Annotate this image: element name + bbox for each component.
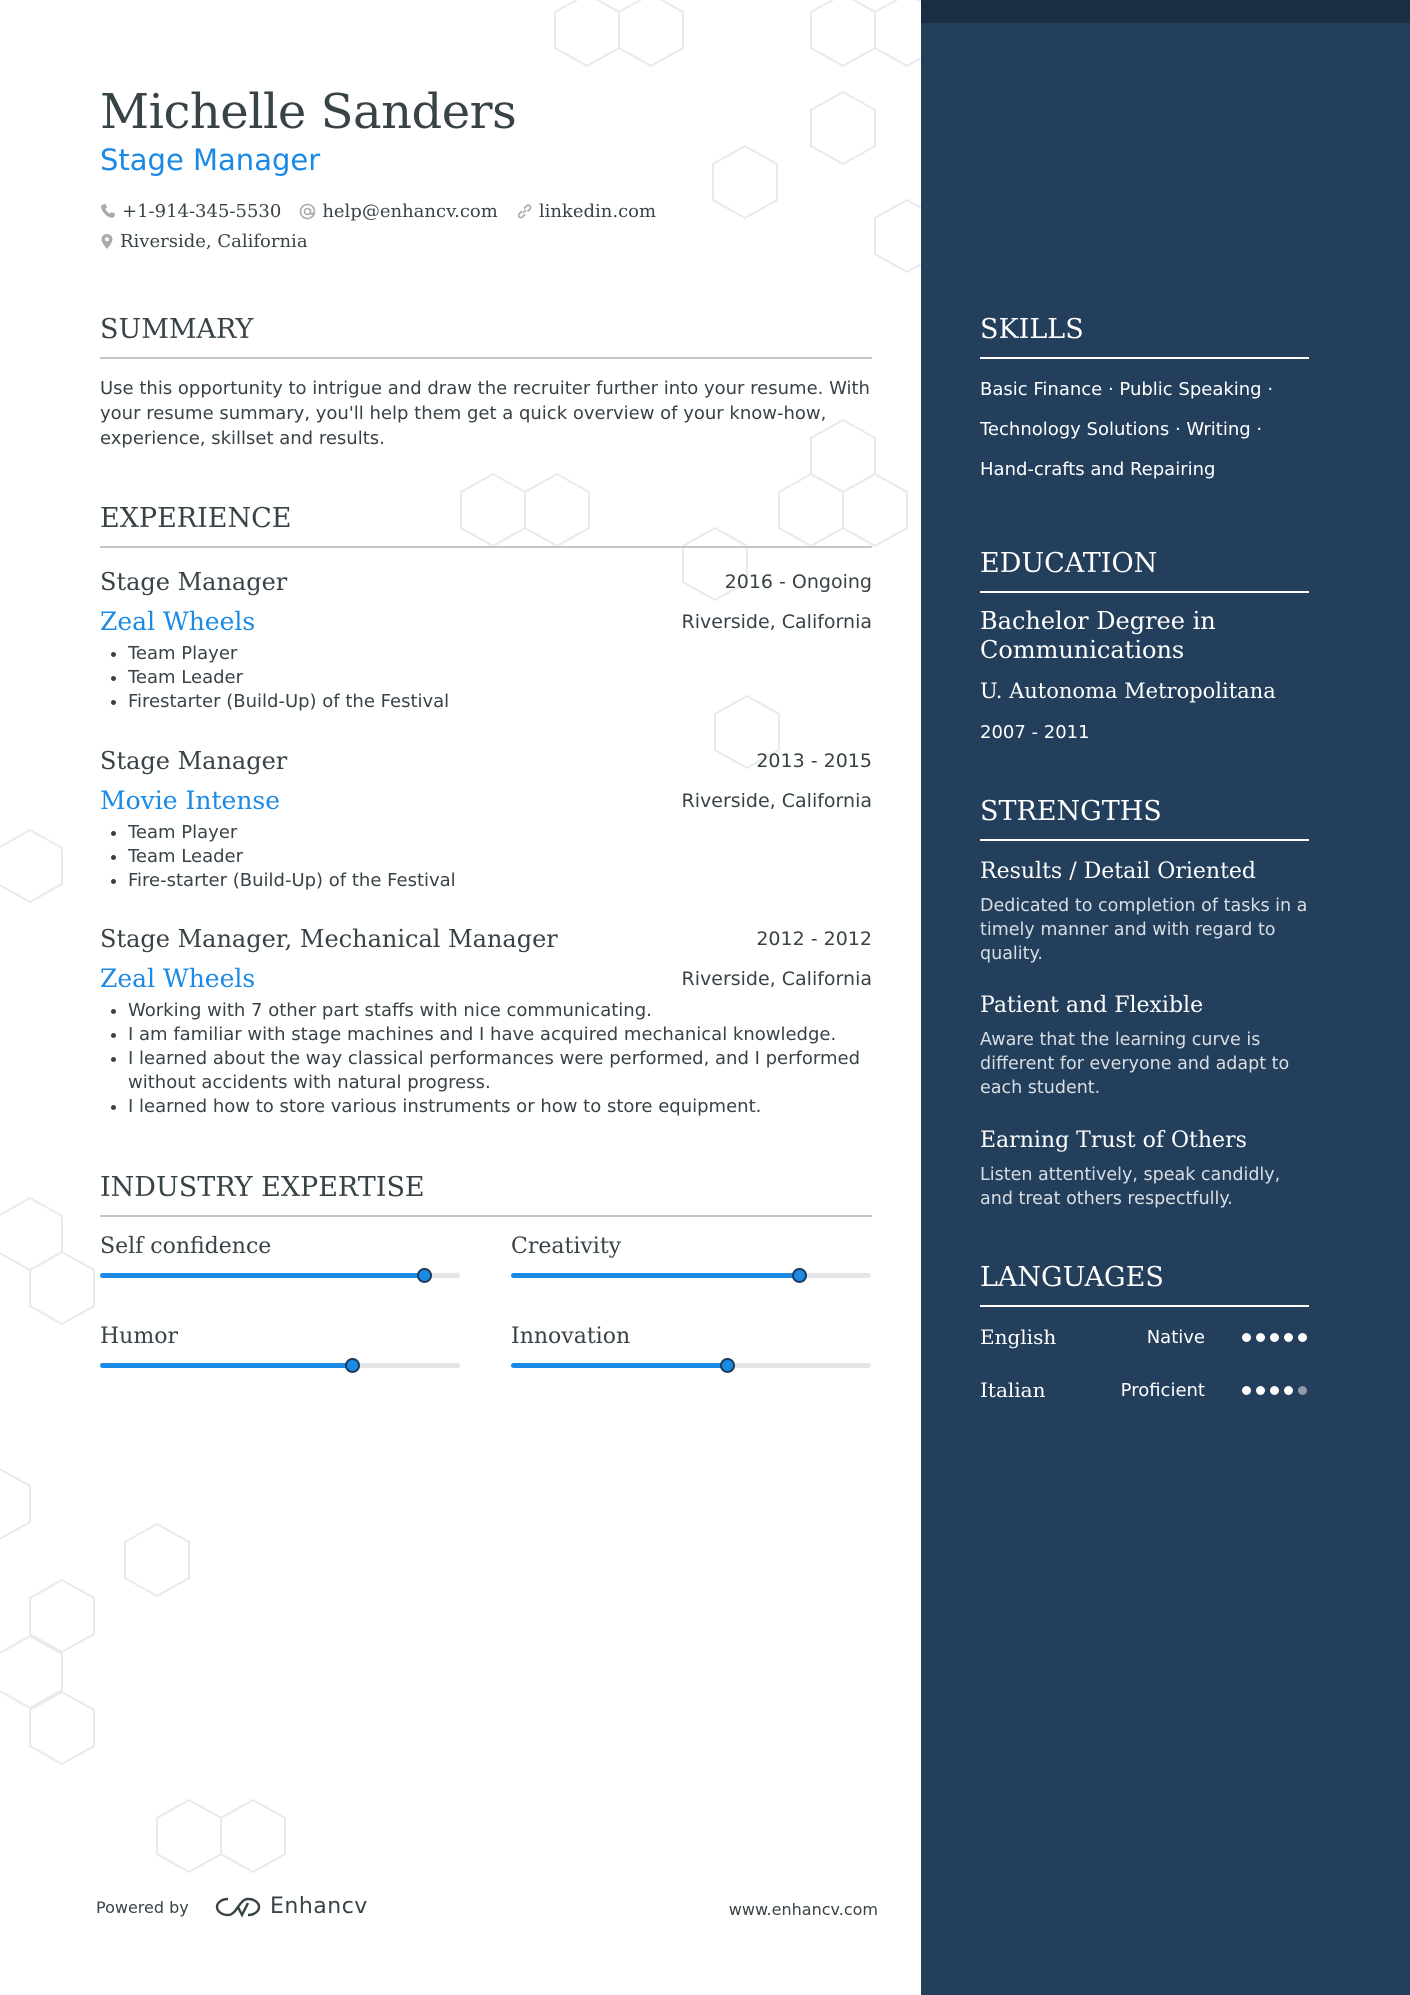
expertise-label: Self confidence: [100, 1234, 272, 1259]
expertise-knob: [345, 1358, 360, 1373]
bullet-item: • Working with 7 other part staffs with nice communicating.: [128, 999, 872, 1023]
job-bullets: [100, 999, 872, 1119]
strength-item: [980, 856, 1309, 966]
powered-by-label: Powered by: [96, 1898, 189, 1917]
contact-info: [100, 196, 674, 256]
bullet-item: • Team Leader: [128, 666, 872, 690]
education-school: U. Autonoma Metropolitana: [980, 679, 1276, 703]
job-title: Stage Manager: [100, 568, 288, 596]
language-name: Italian: [980, 1378, 1046, 1402]
job-dates: 2016 - Ongoing: [724, 571, 872, 593]
language-item: [980, 1321, 1309, 1353]
skills-heading: SKILLS: [980, 314, 1309, 359]
summary-text: Use this opportunity to intrigue and draw the recruiter further into your resume. With your resume summary, you'll help them get a quick overview of your know-how, experience, skillset and results.: [100, 378, 870, 449]
job-location: Riverside, California: [681, 790, 872, 812]
expertise-label: Creativity: [511, 1234, 622, 1259]
bullet-item: • I am familiar with stage machines and I have acquired mechanical knowledge.: [128, 1023, 872, 1047]
expertise-item: [100, 1319, 460, 1368]
language-name: English: [980, 1325, 1057, 1349]
expertise-fill: [100, 1363, 352, 1368]
job-title: Stage Manager: [100, 747, 288, 775]
languages-heading: LANGUAGES: [980, 1262, 1309, 1307]
skills-line: Technology Solutions · Writing ·: [980, 419, 1263, 440]
experience-heading: EXPERIENCE: [100, 503, 872, 548]
bullet-item: • Team Player: [128, 642, 872, 666]
strength-title: Results / Detail Oriented: [980, 859, 1257, 884]
language-item: [980, 1374, 1309, 1406]
strength-description: Dedicated to completion of tasks in a timely manner and with regard to quality.: [980, 896, 1308, 964]
education-degree: Bachelor Degree in Communications: [980, 607, 1216, 664]
expertise-label: Innovation: [511, 1324, 631, 1349]
expertise-track: [100, 1273, 460, 1278]
expertise-knob: [792, 1268, 807, 1283]
location-contact: [100, 231, 308, 252]
job-dates: 2012 - 2012: [756, 928, 872, 950]
expertise-item: [100, 1229, 460, 1278]
skills-list: [980, 370, 1309, 490]
experience-entry: [100, 741, 872, 893]
job-company: Movie Intense: [100, 786, 281, 815]
language-level: Proficient: [1120, 1380, 1205, 1401]
expertise-label: Humor: [100, 1324, 178, 1349]
strength-title: Earning Trust of Others: [980, 1128, 1247, 1153]
phone-contact[interactable]: [100, 201, 281, 222]
email-text: help@enhancv.com: [322, 200, 498, 222]
expertise-track: [511, 1273, 871, 1278]
rating-dot: [1242, 1333, 1251, 1342]
expertise-heading: INDUSTRY EXPERTISE: [100, 1172, 872, 1217]
job-location: Riverside, California: [681, 968, 872, 990]
expertise-fill: [511, 1363, 727, 1368]
bullet-item: • I learned about the way classical performances were performed, and I performed without accidents with natural progress.: [128, 1047, 872, 1095]
expertise-fill: [100, 1273, 424, 1278]
link-icon: [516, 203, 533, 220]
rating-dot: [1298, 1333, 1307, 1342]
rating-dot: [1284, 1386, 1293, 1395]
bullet-item: • Team Player: [128, 821, 872, 845]
link-contact[interactable]: [516, 201, 656, 222]
job-dates: 2013 - 2015: [756, 750, 872, 772]
strength-item: [980, 990, 1309, 1100]
phone-text: +1-914-345-5530: [122, 200, 282, 222]
job-bullets: [100, 642, 872, 714]
language-level: Native: [1146, 1327, 1205, 1348]
candidate-name: Michelle Sanders: [100, 84, 517, 140]
education-heading: EDUCATION: [980, 548, 1309, 593]
skills-line: Hand-crafts and Repairing: [980, 459, 1216, 480]
rating-dot: [1256, 1386, 1265, 1395]
job-bullets: [100, 821, 872, 893]
job-location: Riverside, California: [681, 611, 872, 633]
expertise-track: [511, 1363, 871, 1368]
rating-dot: [1270, 1333, 1279, 1342]
email-contact[interactable]: [299, 201, 498, 222]
expertise-knob: [417, 1268, 432, 1283]
rating-dot: [1298, 1386, 1307, 1395]
job-company: Zeal Wheels: [100, 607, 256, 636]
enhancv-logo-icon: [214, 1895, 262, 1919]
link-text: linkedin.com: [538, 200, 657, 222]
expertise-item: [511, 1229, 871, 1278]
strength-item: [980, 1125, 1309, 1211]
expertise-fill: [511, 1273, 799, 1278]
strengths-heading: STRENGTHS: [980, 796, 1309, 841]
skills-line: Basic Finance · Public Speaking ·: [980, 379, 1274, 400]
bullet-item: • I learned how to store various instruments or how to store equipment.: [128, 1095, 872, 1119]
phone-icon: [100, 203, 116, 219]
enhancv-brand-name: Enhancv: [270, 1894, 368, 1919]
candidate-role: Stage Manager: [100, 143, 321, 177]
expertise-knob: [720, 1358, 735, 1373]
location-text: Riverside, California: [120, 230, 308, 252]
rating-dot: [1242, 1386, 1251, 1395]
bullet-item: • Fire-starter (Build-Up) of the Festival: [128, 869, 872, 893]
education-years: 2007 - 2011: [980, 722, 1090, 743]
at-sign-icon: [299, 203, 316, 220]
enhancv-logo[interactable]: [214, 1894, 368, 1919]
job-title: Stage Manager, Mechanical Manager: [100, 925, 558, 953]
footer-url[interactable]: www.enhancv.com: [728, 1900, 878, 1919]
strength-description: Listen attentively, speak candidly, and treat others respectfully.: [980, 1165, 1281, 1209]
expertise-item: [511, 1319, 871, 1368]
experience-entry: [100, 919, 872, 1119]
rating-dot: [1284, 1333, 1293, 1342]
experience-entry: [100, 562, 872, 714]
language-rating: [1237, 1386, 1307, 1395]
sidebar-top-bar: [921, 0, 1410, 23]
rating-dot: [1270, 1386, 1279, 1395]
expertise-track: [100, 1363, 460, 1368]
strength-title: Patient and Flexible: [980, 993, 1204, 1018]
location-pin-icon: [100, 233, 114, 250]
rating-dot: [1256, 1333, 1265, 1342]
job-company: Zeal Wheels: [100, 964, 256, 993]
language-rating: [1237, 1333, 1307, 1342]
summary-heading: SUMMARY: [100, 314, 872, 359]
strength-description: Aware that the learning curve is different for everyone and adapt to each student.: [980, 1030, 1290, 1098]
bullet-item: • Firestarter (Build-Up) of the Festival: [128, 690, 872, 714]
bullet-item: • Team Leader: [128, 845, 872, 869]
